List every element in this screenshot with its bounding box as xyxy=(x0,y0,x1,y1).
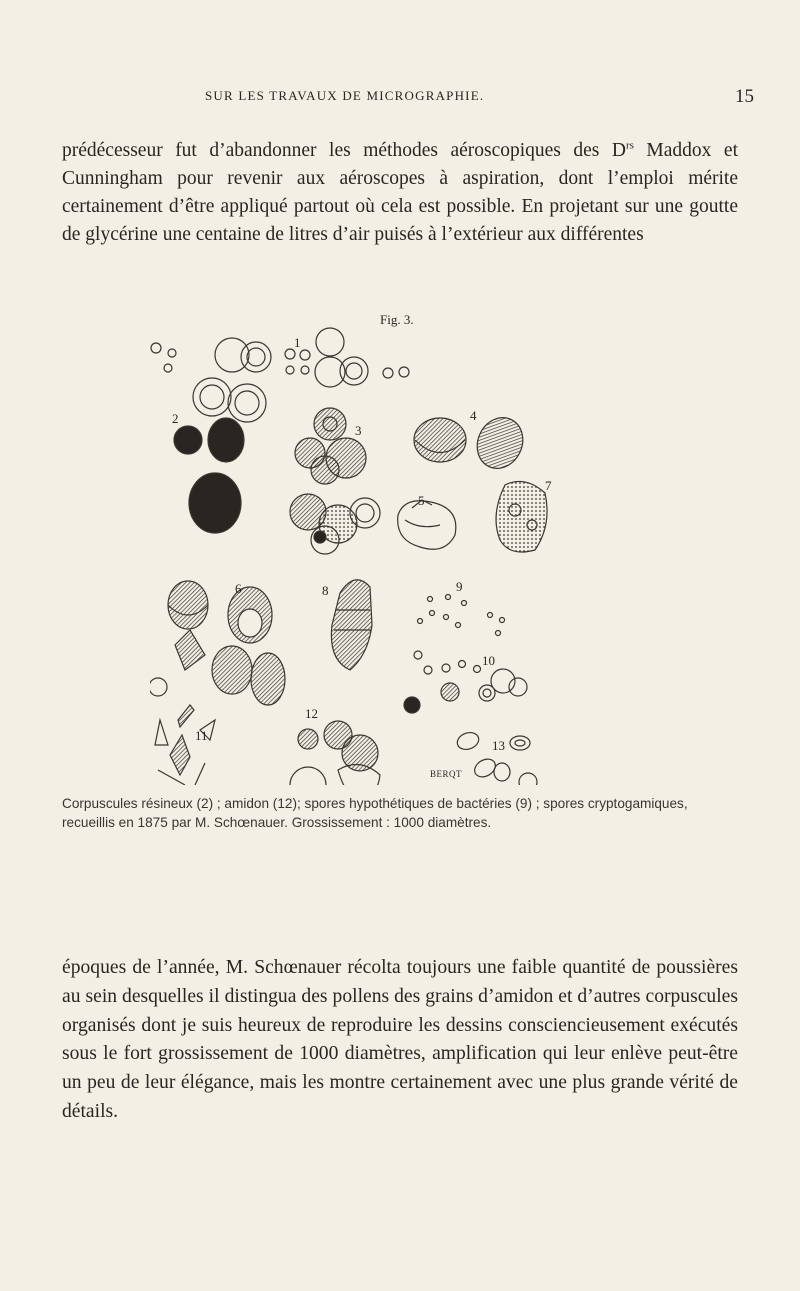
page-number: 15 xyxy=(735,86,754,107)
figure-number-7: 7 xyxy=(545,478,552,493)
figure-number-6: 6 xyxy=(235,581,242,596)
specimen-group-8 xyxy=(331,580,372,670)
paragraph-1-superscript: rs xyxy=(625,139,634,152)
specimen-group-1 xyxy=(151,328,409,422)
micrograph-drawing xyxy=(150,325,660,785)
specimen-group-6 xyxy=(150,581,285,705)
paragraph-2: époques de l’année, M. Schœnauer récolta toujours une faible quantité de poussières au sein desquelles il distingua des pollens des grains d’amidon et d’autres corpuscules organisés dont je suis heureux de reproduire les dessins consciencieusement exécutés sous le fort grossissement de 1000 diamètres, amplification qui leur enlève peut-être un peu de leur élégance, mais les montre certainement avec une plus grande vérité de détails. xyxy=(62,957,738,1122)
paragraph-1-text-a: prédécesseur fut d’abandonner les méthodes aéroscopiques des D xyxy=(62,140,626,161)
paragraph-1-text-b: Maddox et Cunningham pour revenir aux aéroscopes à aspiration, dont l’emploi mérite certainement d’être appliqué partout où cela est possible. En projetant sur une goutte de glycérine une centaine de litres d’air puisés à l’extérieur aux différentes xyxy=(62,140,739,245)
figure-number-10: 10 xyxy=(482,653,495,668)
figure-number-11: 11 xyxy=(195,728,208,743)
specimen-group-3 xyxy=(290,408,380,554)
figure-number-13: 13 xyxy=(492,738,505,753)
running-header xyxy=(0,88,800,112)
figure-number-2: 2 xyxy=(172,411,179,426)
engraver-signature: BERQT xyxy=(430,769,463,779)
running-head-title: SUR LES TRAVAUX DE MICROGRAPHIE. xyxy=(205,88,485,103)
figure-illustration xyxy=(150,325,660,785)
figure-number-1: 1 xyxy=(294,335,301,350)
specimen-group-9-10 xyxy=(404,595,527,714)
figure-caption: Corpuscules résineux (2) ; amidon (12); spores hypothétiques de bactéries (9) ; spores cryptogamiques, recueillis en 1875 par M. Schœnauer. Grossissement : 1000 diamètres. xyxy=(62,796,688,830)
specimen-group-12 xyxy=(290,721,380,785)
figure-number-5: 5 xyxy=(418,493,425,508)
specimen-group-2 xyxy=(174,418,244,533)
specimen-group-11 xyxy=(155,705,215,785)
figure-number-3: 3 xyxy=(355,423,362,438)
figure-number-9: 9 xyxy=(456,579,463,594)
figure-number-8: 8 xyxy=(322,583,329,598)
specimen-group-7 xyxy=(496,481,547,552)
specimen-group-5 xyxy=(398,500,456,549)
figure-number-12: 12 xyxy=(305,706,318,721)
figure-number-4: 4 xyxy=(470,408,477,423)
figure-label: Fig. 3. xyxy=(380,312,414,327)
paragraph-1 xyxy=(62,137,738,249)
